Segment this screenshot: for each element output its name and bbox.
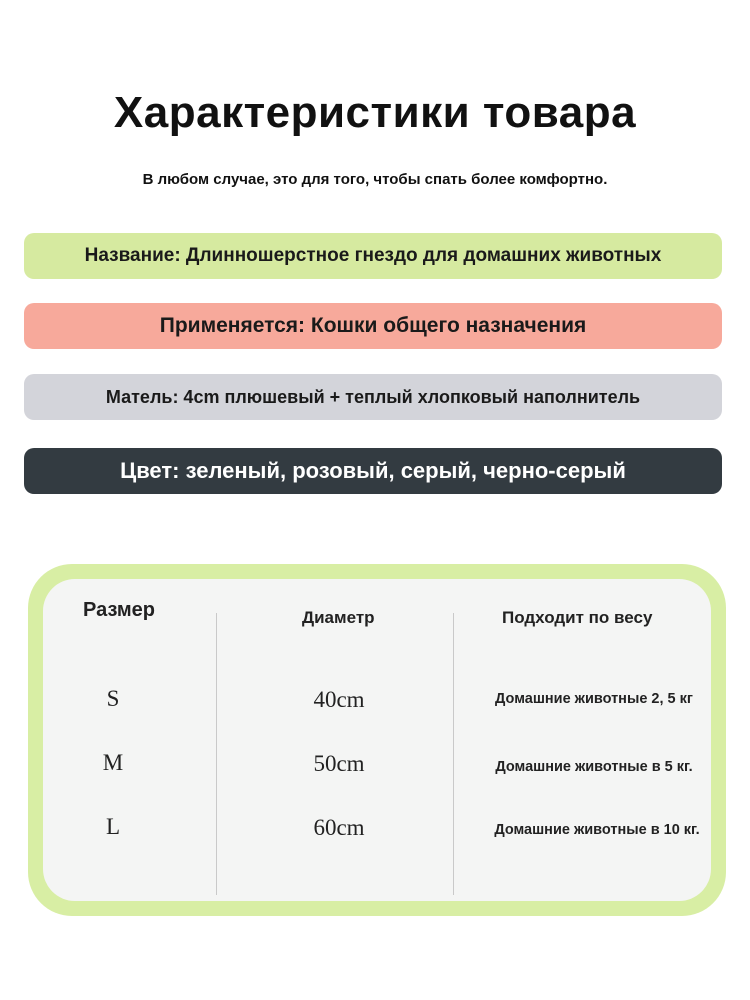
header-weight: Подходит по весу [502,608,653,627]
table-row-size: M [102,750,124,775]
size-table-frame [28,564,726,916]
product-color-bar: Цвет: зеленый, розовый, серый, черно-серый [24,448,722,494]
table-row-size: S [106,686,120,711]
page-title: Характеристики товара [113,88,637,137]
table-row-weight: Домашние животные в 10 кг. [494,822,700,838]
size-table [43,579,711,901]
table-row-diameter: 50cm [313,751,365,776]
table-row-size: L [105,814,121,839]
header-diameter: Диаметр [302,608,375,627]
table-row-weight: Домашние животные 2, 5 кг [495,691,693,707]
product-use-bar: Применяется: Кошки общего назначения [24,303,722,349]
table-row-diameter: 40cm [313,687,365,712]
page-subtitle: В любом случае, это для того, чтобы спать более комфортно. [142,171,608,188]
product-material-bar: Матель: 4cm плюшевый + теплый хлопковый наполнитель [24,374,722,420]
column-divider [453,613,454,895]
column-divider [216,613,217,895]
header-size: Размер [83,599,156,621]
table-row-diameter: 60cm [313,815,365,840]
table-row-weight: Домашние животные в 5 кг. [495,759,693,775]
product-name-bar: Название: Длинношерстное гнездо для домашних животных [24,233,722,279]
